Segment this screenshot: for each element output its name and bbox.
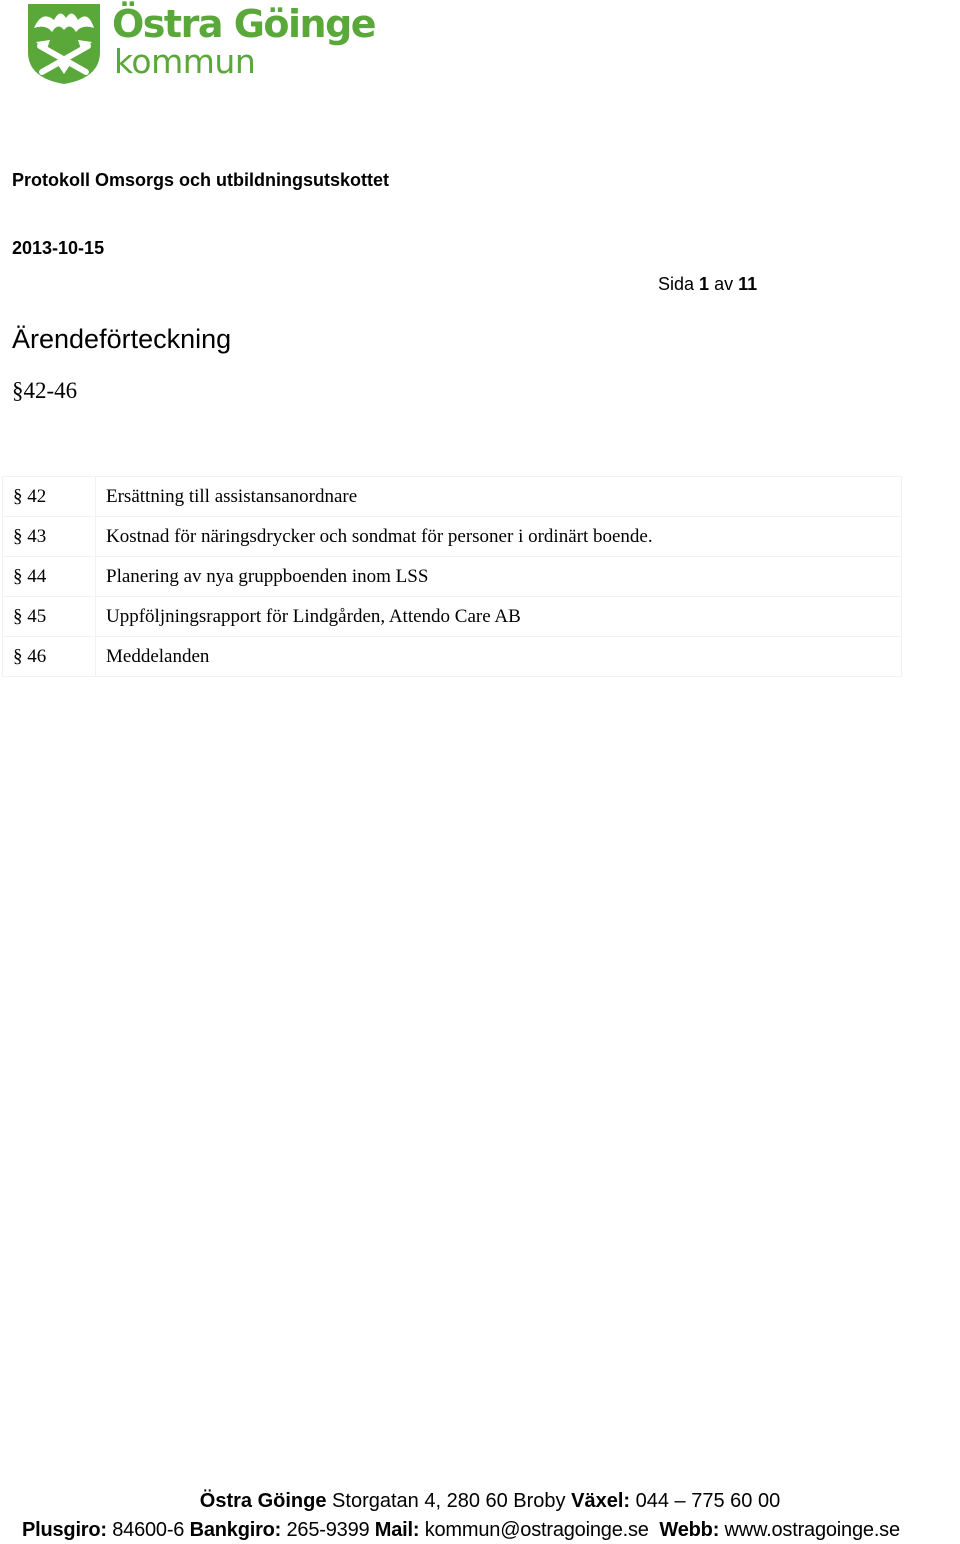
page-prefix: Sida xyxy=(658,274,695,294)
item-text: Meddelanden xyxy=(96,637,902,677)
footer-contact-line xyxy=(22,1519,900,1542)
item-text: Ersättning till assistansanordnare xyxy=(96,477,902,517)
footer-phone: 044 – 775 60 00 xyxy=(635,1490,781,1512)
footer-mail-label: Mail: xyxy=(374,1519,420,1541)
footer-address-line xyxy=(0,1490,960,1513)
page-separator: av xyxy=(714,274,734,294)
document-date: 2013-10-15 xyxy=(12,238,105,258)
footer-web[interactable]: www.ostragoinge.se xyxy=(724,1519,900,1541)
agenda-table xyxy=(2,476,902,677)
table-row xyxy=(3,637,902,677)
footer-org-name: Östra Göinge xyxy=(199,1490,327,1512)
footer-phone-label: Växel: xyxy=(571,1490,631,1512)
logo-text-ostra-goinge: Östra Göinge xyxy=(112,2,376,46)
item-text: Uppföljningsrapport för Lindgården, Attendo Care AB xyxy=(96,597,902,637)
coat-of-arms-icon xyxy=(26,2,102,86)
footer-plusgiro: 84600-6 xyxy=(112,1519,185,1541)
footer-mail[interactable]: kommun@ostragoinge.se xyxy=(424,1519,649,1541)
section-heading: Ärendeförteckning xyxy=(12,324,232,354)
item-number: § 44 xyxy=(3,557,96,597)
table-row xyxy=(3,477,902,517)
item-number: § 43 xyxy=(3,517,96,557)
item-text: Kostnad för näringsdrycker och sondmat för personer i ordinärt boende. xyxy=(96,517,902,557)
item-number: § 45 xyxy=(3,597,96,637)
page-number xyxy=(658,274,757,295)
footer-web-label: Webb: xyxy=(659,1519,720,1541)
page-total: 11 xyxy=(738,274,758,294)
footer-bankgiro: 265-9399 xyxy=(286,1519,370,1541)
paragraph-range: §42-46 xyxy=(12,378,78,403)
item-text: Planering av nya gruppboenden inom LSS xyxy=(96,557,902,597)
footer-bankgiro-label: Bankgiro: xyxy=(189,1519,282,1541)
footer-plusgiro-label: Plusgiro: xyxy=(22,1519,107,1541)
page-current: 1 xyxy=(699,274,710,294)
municipality-logo xyxy=(26,2,376,88)
document-title: Protokoll Omsorgs och utbildningsutskottet xyxy=(12,170,390,190)
table-row xyxy=(3,517,902,557)
logo-text-kommun: kommun xyxy=(114,42,256,81)
table-row xyxy=(3,557,902,597)
table-row xyxy=(3,597,902,637)
item-number: § 46 xyxy=(3,637,96,677)
item-number: § 42 xyxy=(3,477,96,517)
footer-address: Storgatan 4, 280 60 Broby xyxy=(332,1490,566,1512)
